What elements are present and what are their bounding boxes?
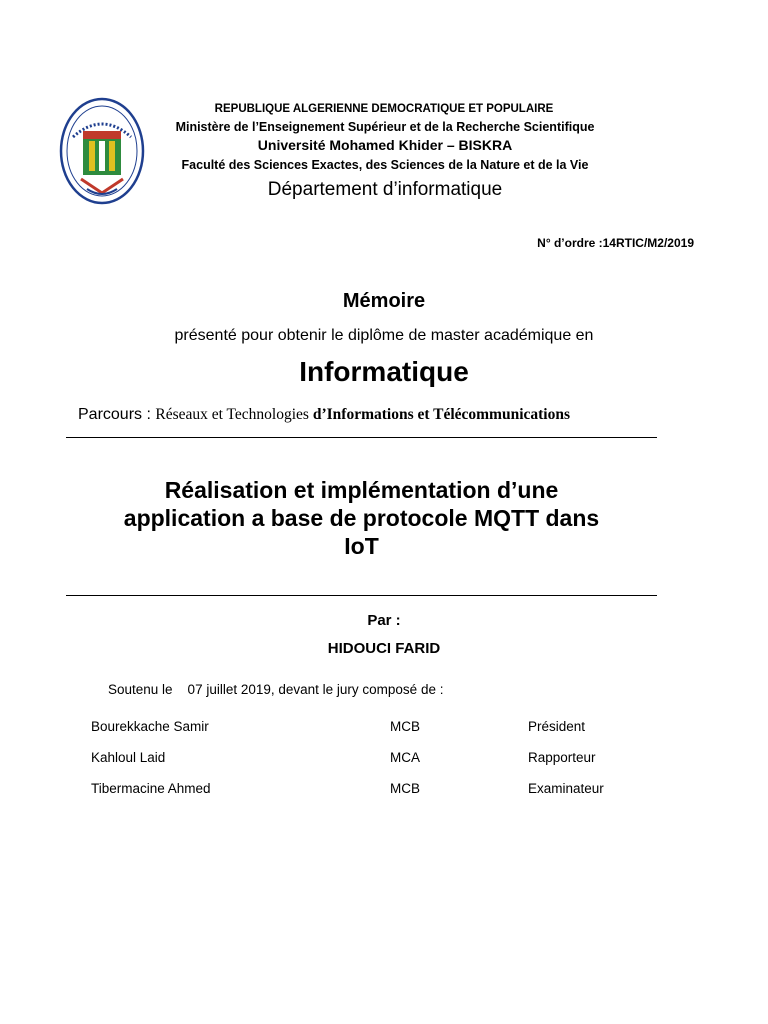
defense-statement: Soutenu le 07 juillet 2019, devant le jury composé de : [108, 682, 444, 697]
top-divider [66, 437, 657, 438]
jury-member-name: Tibermacine Ahmed [91, 781, 211, 796]
jury-member-role: Rapporteur [528, 750, 596, 765]
university-seal-icon [59, 97, 145, 205]
jury-member-grade: MCB [390, 781, 420, 796]
author-name: HIDOUCI FARID [327, 640, 441, 657]
jury-member-role: Examinateur [528, 781, 604, 796]
parcours-line [78, 406, 570, 424]
university-heading: Université Mohamed Khider – BISKRA [257, 137, 513, 153]
jury-member-grade: MCA [390, 750, 420, 765]
author-label: Par : [367, 612, 401, 629]
thesis-title [66, 476, 657, 560]
jury-member-role: Président [528, 719, 586, 734]
jury-member-name: Kahloul Laid [91, 750, 166, 765]
department-heading: Département d’informatique [267, 179, 503, 200]
thesis-title-line3: IoT [344, 533, 379, 559]
jury-row [0, 750, 768, 770]
ministry-heading: Ministère de l’Enseignement Supérieur et de la Recherche Scientifique [175, 120, 595, 134]
bottom-divider [66, 595, 657, 596]
thesis-title-line2: application a base de protocole MQTT dans [123, 505, 600, 531]
jury-row [0, 719, 768, 739]
thesis-title-line1: Réalisation et implémentation d’une [164, 477, 559, 503]
parcours-name-part2: d’Informations et Télécommunications [312, 406, 571, 423]
republic-heading: REPUBLIQUE ALGERIENNE DEMOCRATIQUE ET POPULAIRE [214, 103, 554, 115]
jury-member-name: Bourekkache Samir [91, 719, 209, 734]
faculty-heading: Faculté des Sciences Exactes, des Sciences de la Nature et de la Vie [181, 158, 589, 172]
parcours-label: Parcours : [78, 406, 151, 423]
parcours-name-part1: Réseaux et Technologies [155, 406, 313, 423]
jury-row [0, 781, 768, 801]
jury-member-grade: MCB [390, 719, 420, 734]
degree-subtitle: présenté pour obtenir le diplôme de master académique en [174, 327, 594, 344]
order-number: N° d’ordre :14RTIC/M2/2019 [537, 236, 694, 250]
memoire-heading: Mémoire [342, 290, 426, 312]
field-title: Informatique [299, 356, 469, 387]
